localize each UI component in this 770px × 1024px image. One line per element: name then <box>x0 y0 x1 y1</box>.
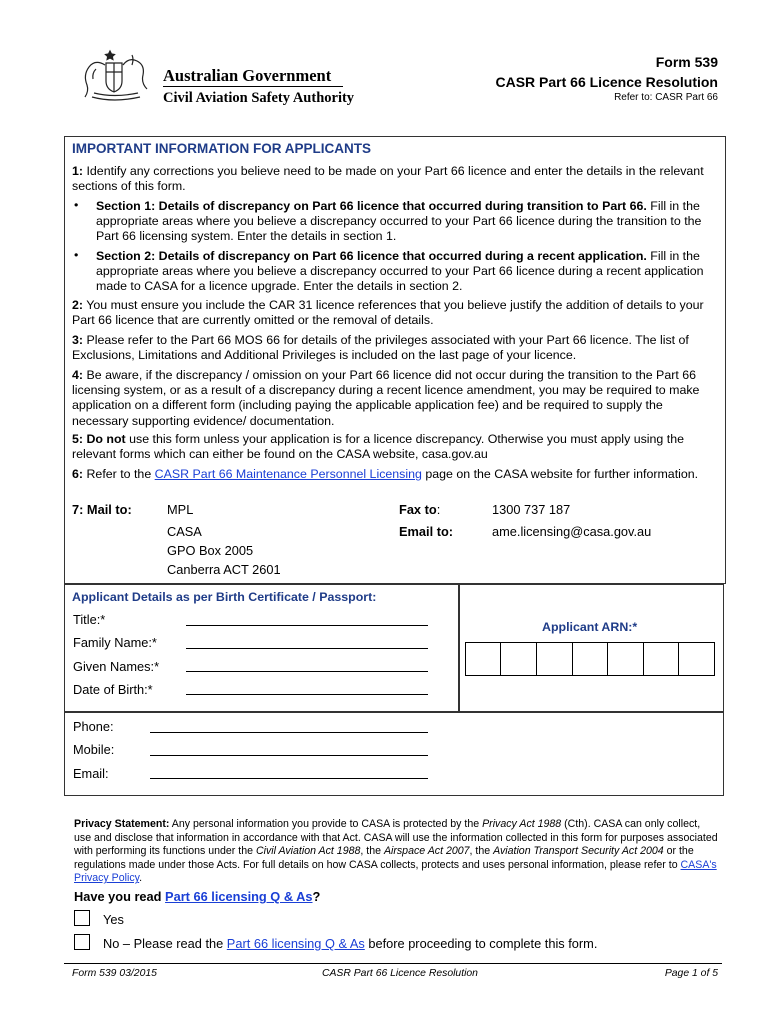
mail-to-label: 7: Mail to: <box>72 502 132 517</box>
info-point-5 <box>72 432 718 462</box>
title-label: Title:* <box>73 612 106 627</box>
transport-security-act-name: Aviation Transport Security Act 2004 <box>493 845 664 858</box>
info-bullet-section-2 <box>96 249 718 295</box>
info-point-3 <box>72 333 718 363</box>
coat-of-arms-logo <box>76 45 158 107</box>
fax-label-text: Fax to <box>399 502 437 517</box>
info-point-6 <box>72 467 718 482</box>
point-6-number: 6: <box>72 467 84 481</box>
applicant-details-title: Applicant Details as per Birth Certificate / Passport: <box>72 590 377 604</box>
mail-line-3: GPO Box 2005 <box>167 543 254 558</box>
footer-rule <box>64 963 722 964</box>
arn-label: Applicant ARN:* <box>542 620 638 634</box>
fax-label-colon: : <box>436 502 441 517</box>
point-5-heading: 5: Do not <box>72 432 126 446</box>
fax-number: 1300 737 187 <box>492 502 571 517</box>
privacy-text: . <box>139 872 143 885</box>
civil-aviation-act-name: Civil Aviation Act 1988 <box>255 845 361 858</box>
airspace-act-name: Airspace Act 2007 <box>383 845 470 858</box>
arn-digit-divider <box>572 643 573 675</box>
point-4-number: 4: <box>72 368 84 382</box>
qa-question <box>74 889 320 904</box>
header-rule <box>163 86 343 87</box>
privacy-label: Privacy Statement: <box>74 818 170 830</box>
agency-name: Civil Aviation Safety Authority <box>163 90 355 106</box>
footer-page-number: Page 1 of 5 <box>664 968 718 979</box>
given-names-label: Given Names:* <box>73 659 160 674</box>
mobile-label: Mobile: <box>73 742 115 757</box>
important-info-title: IMPORTANT INFORMATION FOR APPLICANTS <box>72 141 371 156</box>
email-label: Email: <box>73 766 109 781</box>
privacy-text: , the <box>469 845 494 858</box>
privacy-text: or the regulations made under those Acts. For full details on how CASA collects, protects and uses personal information, please refer to <box>74 845 694 871</box>
qa-link[interactable]: Part 66 licensing Q & As <box>165 889 313 904</box>
family-name-input[interactable] <box>186 648 428 649</box>
arn-digit-divider <box>536 643 537 675</box>
qa-question-post: ? <box>312 889 321 904</box>
point-2-number: 2: <box>72 298 84 312</box>
contact-details-box <box>64 712 724 796</box>
arn-digit-divider <box>643 643 644 675</box>
mail-line-2: CASA <box>167 524 202 539</box>
point-6-pre: Refer to the <box>83 467 155 481</box>
bullet-1-heading: Section 1: Details of discrepancy on Part 66 licence that occurred during transition to Part 66. <box>96 199 647 213</box>
phone-input[interactable] <box>150 732 428 733</box>
point-6-post: page on the CASA website for further information. <box>421 467 699 481</box>
phone-label: Phone: <box>73 719 114 734</box>
qa-link-2[interactable]: Part 66 licensing Q & As <box>226 936 365 951</box>
no-checkbox[interactable] <box>74 934 90 950</box>
mail-line-1: MPL <box>167 502 194 517</box>
info-point-2 <box>72 298 718 328</box>
point-3-number: 3: <box>72 333 84 347</box>
date-of-birth-input[interactable] <box>186 694 428 695</box>
yes-label: Yes <box>103 912 124 927</box>
privacy-text: Any personal information you provide to CASA is protected by the <box>169 818 483 830</box>
privacy-statement <box>74 818 718 886</box>
point-4-text: Be aware, if the discrepancy / omission on your Part 66 licence did not occur during the transition to the Part 66 licensing system, or as a result of a discrepancy during a recent licence amendment, you may be required to make application on a different form (including paying the applicable application fee) and be required to supply the necessary supporting evidence/ documentation. <box>72 368 700 428</box>
bullet-1-text: Fill in the appropriate areas where you believe a discrepancy occurred to your Part 66 licence during the transition to the Part 66 licensing system. Enter the details in section 1. <box>96 199 702 244</box>
point-1-number: 1: <box>72 164 84 178</box>
no-label <box>103 936 597 951</box>
bullet-1-dot: • <box>74 198 79 212</box>
yes-checkbox[interactable] <box>74 910 90 926</box>
form-number: Form 539 <box>655 54 718 70</box>
arn-digit-divider <box>500 643 501 675</box>
mail-line-4: Canberra ACT 2601 <box>167 562 281 577</box>
no-label-pre: No – Please read the <box>103 936 227 951</box>
arn-digit-divider <box>607 643 608 675</box>
qa-question-pre: Have you read <box>74 889 166 904</box>
footer-title: CASR Part 66 Licence Resolution <box>322 968 478 979</box>
info-bullet-section-1 <box>96 199 718 245</box>
privacy-text: , the <box>360 845 384 858</box>
no-label-post: before proceeding to complete this form. <box>364 936 598 951</box>
arn-digit-divider <box>678 643 679 675</box>
bullet-2-dot: • <box>74 248 79 262</box>
government-name: Australian Government <box>163 66 332 85</box>
email-to-label: Email to: <box>399 524 454 539</box>
info-point-4 <box>72 368 718 429</box>
point-3-text: Please refer to the Part 66 MOS 66 for details of the privileges associated with your Part 66 licence. The list of Exclusions, Limitations and Additional Privileges is included on the last page of your licence. <box>72 333 689 363</box>
family-name-label: Family Name:* <box>73 635 157 650</box>
point-5-text: use this form unless your application is for a licence discrepancy. Otherwise you must apply using the relevant forms which can either be found on the CASA website, casa.gov.au <box>72 432 684 462</box>
given-names-input[interactable] <box>186 671 428 672</box>
footer-form-id: Form 539 03/2015 <box>72 968 157 979</box>
bullet-2-text: Fill in the appropriate areas where you believe a discrepancy occurred to your Part 66 licence during a recent application made to CASA for a licence upgrade. Enter the details in section 2. <box>96 249 704 294</box>
arn-input-grid[interactable] <box>465 642 715 676</box>
point-2-text: You must ensure you include the CAR 31 licence references that you believe justify the addition of details to your Part 66 licence that are currently omitted or the removal of details. <box>72 298 704 328</box>
point-1-text: Identify any corrections you believe need to be made on your Part 66 licence and enter the details in the relevant sections of this form. <box>72 164 704 194</box>
fax-label <box>399 502 440 517</box>
bullet-2-heading: Section 2: Details of discrepancy on Part 66 licence that occurred during a recent application. <box>96 249 647 263</box>
info-point-1 <box>72 164 718 194</box>
privacy-policy-link[interactable]: CASA's Privacy Policy <box>74 858 717 885</box>
email-address: ame.licensing@casa.gov.au <box>492 524 652 539</box>
form-reference: Refer to: CASR Part 66 <box>614 92 718 103</box>
form-title: CASR Part 66 Licence Resolution <box>495 74 718 90</box>
title-input[interactable] <box>186 625 428 626</box>
part66-licensing-link[interactable]: CASR Part 66 Maintenance Personnel Licensing <box>154 467 422 481</box>
mobile-input[interactable] <box>150 755 428 756</box>
date-of-birth-label: Date of Birth:* <box>73 682 153 697</box>
email-input[interactable] <box>150 778 428 779</box>
privacy-act-name: Privacy Act 1988 <box>482 818 562 830</box>
privacy-text: (Cth). CASA can only collect, use and disclose that information in accordance with that Act. CASA will use the information collected in this form for purposes associated with performing its functions under the <box>74 818 718 858</box>
